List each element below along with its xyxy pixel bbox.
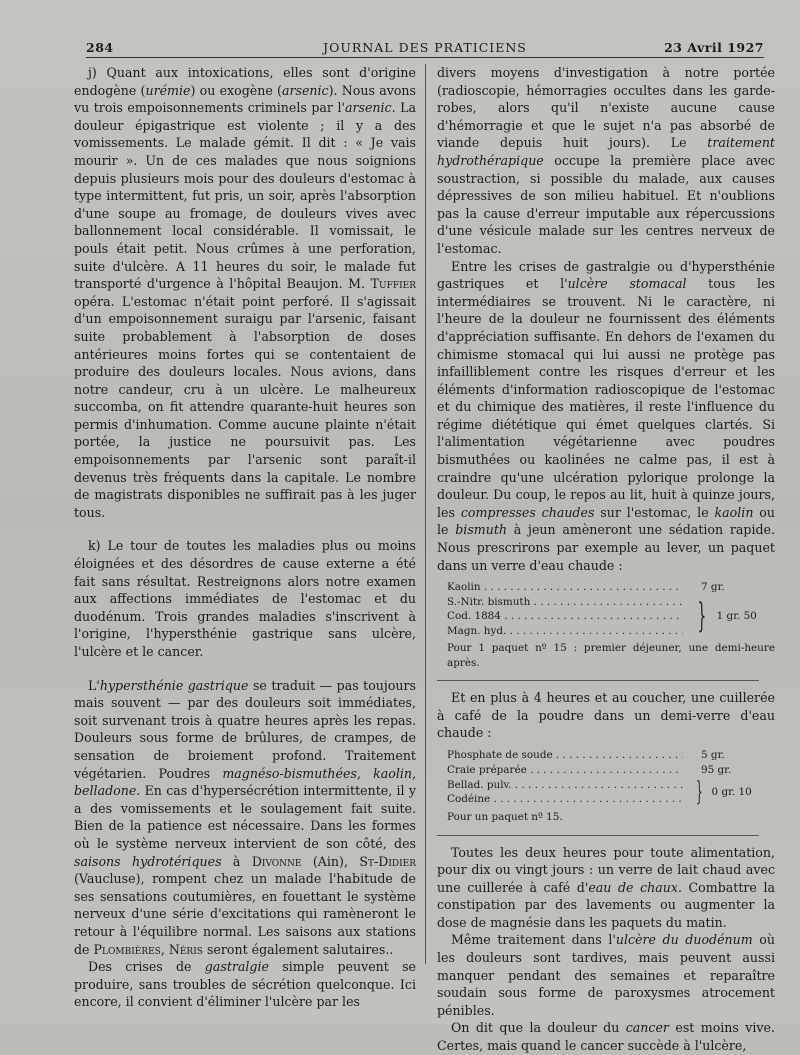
prescription-phosphate: [447, 748, 775, 825]
prescription-kaolin: [447, 580, 775, 670]
rx-ingredient: Magn. hyd. . . .: [447, 624, 683, 639]
section-rule: [437, 835, 759, 836]
paragraph-intoxications: j) Quant aux intoxications, elles sont d'origine endogène (urémie) ou exogène (arsenic). Nous avons vu trois empoisonnements criminels par l'arsenic. La douleur épigastrique est violente ; il y a des vomissements. Le malade gémit. Il dit : « Je vais mourir ». Un de ces malades que nous soignions depuis plusieurs mois pour des douleurs d'estomac à type intermittent, fut pris, un soir, après l'absorption d'une soupe au fromage, de douleurs vives avec ballonnement local considérable. Il vomissait, le pouls était petit. Nous crûmes à une perforation, suite d'ulcère. A 11 heures du soir, le malade fut transporté d'urgence à l'hôpital Beaujon. M. Tuffier opéra. L'estomac n'était point perforé. Il s'agissait d'un empoisonnement suraigu par l'arsenic, faisant suite probablement à l'absorption de doses antérieures moins fortes qui se contentaient de produire des douleurs locales. Nous avions, dans notre candeur, cru à un ulcère. Le malheureux succomba, on fit attendre quarante-huit heures son permis d'inhumation. Comme aucune plainte n'était portée, la justice ne poursuivit pas. Les empoisonnements par l'arsenic sont paraît-il devenus très fréquents dans la capitale. Le nombre de magistrats disponibles ne suffirait pas à les juger tous.: [74, 65, 416, 520]
paragraph-cancer: On dit que la douleur du cancer est moins vive. Certes, mais quand le cancer succède à l'ulcère,: [437, 1020, 775, 1054]
paragraph-hypersthenie: L'hypersthénie gastrique se traduit — pas toujours mais souvent — par des douleurs soit immédiates, soit survenant trois à quatre heures après les repas. Douleurs sous forme de brûlures, de crampes, de sensation de broiement profond. Traitement végétarien. Poudres magnéso-bismuthées, kaolin, belladone. En cas d'hypersécrétion intermittente, il y a des vomissements et le soulagement fait suite. Bien de la patience est nécessaire. Dans les formes où le système nerveux intervient de son côté, des saisons hydrotériques à Divonne (Ain), St-Didier (Vaucluse), rompent chez un malade l'habitude de ses sensations coutumières, en fouettant le système nerveux d'une série d'excitations qui ramèneront le retour à l'équilibre normal. Les saisons aux stations de Plombières, Néris seront également salutaires..: [74, 677, 416, 957]
left-column: [74, 64, 416, 1011]
column-divider: [425, 64, 426, 964]
rx-line: Kaolin . . . 7 gr.: [447, 580, 775, 595]
journal-title: JOURNAL DES PRATICIENS: [323, 40, 527, 55]
brace-icon: }: [697, 596, 707, 637]
page-number: 284: [86, 40, 114, 55]
paragraph-tour-des-maladies: k) Le tour de toutes les maladies plus ou moins éloignées et des désordres de cause externe a été fait sans résultat. Restreignons alors notre examen aux affections immédiates de l'estomac et du duodénum. Trois grandes maladies s'inscrivent à l'origine, l'hypersthénie gastrique sans ulcère, l'ulcère et le cancer.: [74, 538, 416, 659]
issue-date: 23 Avril 1927: [664, 40, 764, 55]
rx-note: Pour un paquet nº 15.: [447, 811, 563, 823]
paragraph-investigation: divers moyens d'investigation à notre portée (radioscopie, hémorragies occultes dans les garde-robes, alors qu'il n'existe aucune cause d'hémorragie et que le sujet n'a pas absorbé de viande depuis huit jours). Le traitement hydrothérapique occupe la première place avec soustraction, si possible du malade, aux causes dépressives de son milieu habituel. Et n'oublions pas la cause d'erreur imputable aux répercussions d'une vésicule malade sur les centres nerveux de l'estomac.: [437, 65, 775, 256]
rx-line: Craie préparée . . . 95 gr.: [447, 763, 775, 778]
rx-group-dose: 0 gr. 10: [711, 785, 752, 798]
rx-group-dose: 1 gr. 50: [716, 610, 757, 623]
section-rule: [437, 680, 759, 681]
brace-icon: }: [695, 777, 703, 807]
header-rule: [86, 57, 764, 58]
paragraph-gastralgie: Des crises de gastralgie simple peuvent se produire, sans troubles de sécrétion quelconque. Ici encore, il convient d'éliminer l'ulcère par les: [74, 959, 416, 1010]
rx-ingredient: Bellad. pulv. . . .: [447, 778, 683, 793]
paragraph-alimentation: Toutes les deux heures pour toute alimentation, pour dix ou vingt jours : un verre de lait chaud avec une cuillerée à café d'eau de chaux. Combattre la constipation par des lavements ou augmenter la dose de magnésie dans les paquets du matin.: [437, 844, 775, 930]
rx-ingredient: S.-Nitr. bismuth . . .: [447, 595, 683, 610]
rx-line: Phosphate de soude . . . 5 gr.: [447, 748, 775, 763]
paragraph-en-plus: Et en plus à 4 heures et au coucher, une cuillerée à café de la poudre dans un demi-verre d'eau chaude :: [437, 690, 775, 741]
paragraph-duodenum: Même traitement dans l'ulcère du duodénum où les douleurs sont tardives, mais peuvent aussi manquer pendant des semaines et reparaître soudain sous forme de paroxysmes atrocement pénibles.: [437, 932, 775, 1018]
rx-note: Pour 1 paquet nº 15 : premier déjeuner, une demi-heure après.: [447, 642, 775, 669]
rx-group: [447, 595, 775, 639]
paragraph-crises: Entre les crises de gastralgie ou d'hypersthénie gastriques et l'ulcère stomacal tous les intermédiaires se trouvent. Ni le caractère, ni l'heure de la douleur ne fournissent des éléments d'appréciation suffisante. En dehors de l'examen du chimisme stomacal qui lui aussi ne protège pas infailliblement contre les risques d'erreur et les éléments d'information radioscopique de l'estomac et du chimique des matières, il reste l'influence du régime diététique qui émet quelques clartés. Si l'alimentation végétarienne avec poudres bismuthées ou kaolinées ne calme pas, il est à craindre qu'une ulcération pylorique prolonge la douleur. Du coup, le repos au lit, huit à quinze jours, les compresses chaudes sur l'estomac, le kaolin ou le bismuth à jeun amèneront une sédation rapide. Nous prescrirons par exemple au lever, un paquet dans un verre d'eau chaude :: [437, 258, 776, 573]
right-column: [437, 64, 775, 1055]
rx-ingredient: Cod. 1884 . . .: [447, 609, 683, 624]
rx-ingredient: Codéine . . .: [447, 792, 683, 807]
rx-group: [447, 777, 775, 807]
